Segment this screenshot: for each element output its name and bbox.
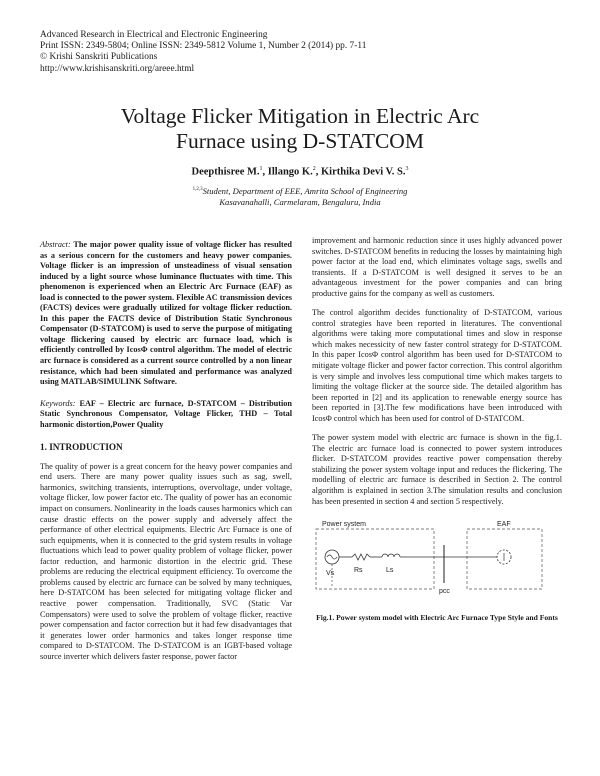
author-sup: 1 <box>259 166 263 172</box>
authors: Deepthisree M.$^1$, Illango K.$^2$, Kirthika Devi V. S.$^3$ <box>191 166 409 178</box>
author-name: Kirthika Devi V. S. <box>320 166 406 178</box>
journal-header <box>40 30 366 75</box>
label-vs: Vs <box>326 570 335 578</box>
affiliation-line-1: Student, Department of EEE, Amrita School of Engineering <box>202 185 408 196</box>
label-rs: Rs <box>354 567 363 575</box>
figure-power-system-model <box>312 517 562 609</box>
section-heading-introduction: 1. INTRODUCTION <box>40 442 123 453</box>
circuit-diagram <box>312 517 562 609</box>
label-pcc: pcc <box>439 588 450 596</box>
author-sup: 3 <box>405 166 409 172</box>
abstract-text: The major power quality issue of voltage flicker has resulted as a serious concern for the customers and heavy power companies. Voltage flicker is an impression of unsteadiness of visual sensation induced by a light source whose luminance fluctuates with time. This phenomenon is experienced when an Electric Arc Furnace (EAF) as load is connected to the power system. Flexible AC transmission devices (FACTS) devices were gradually utilized for voltage flicker reduction. In this paper the FACTS device of Distribution Static Synchronous Compensator (D-STATCOM) is used to serve the purpose of mitigating voltage flickering caused by electric arc furnace load, which is efficiently controlled by IcosΦ control algorithm. The model of electric arc furnace is considered as a current source controlled by a non linear resistance, which had been simulated and performance was analyzed using MATLAB/SIMULINK Software. <box>40 240 292 387</box>
sine-wave-icon <box>327 555 337 559</box>
inductor-icon <box>382 554 400 557</box>
left-column <box>40 240 292 662</box>
affiliation-sup: 1,2,3 <box>192 187 203 192</box>
keywords-label: Keywords: <box>40 398 76 408</box>
figure-caption: Fig.1. Power system model with Electric Arc Furnace Type Style and Fonts <box>316 613 558 623</box>
resistor-icon <box>352 554 370 560</box>
body-paragraph: The power system model with electric arc furnace is shown in the fig.1. The electric arc furnace load is connected to power system introduces flicker. D-STATCOM provides reactive power compensation thereby stabilizing the power system voltage input and reduces the flickering. The modelling of electric arc furnace is described in Section 2. The control algorithm is explained in section 3.The simulation results and conclusion has been presented in section 4 and section 5 respectively. <box>312 433 562 506</box>
title-line-2: Furnace using D-STATCOM <box>176 129 424 153</box>
journal-copyright: © Krishi Sanskriti Publications <box>40 52 158 63</box>
intro-paragraph: The quality of power is a great concern for the heavy power companies and end users. There are many power quality issues such as sag, swell, harmonics, switching transients, interruptions, overvoltage, under voltage, voltage flicker, low power factor etc. The quality of power has an economic impact on consumers. Nonlinearity in the loads causes harmonics which can cause drastic effects on the power supply and adversely affect the performance of other electrical equipments. Electric Arc Furnace is one of such equipments, when it is connected to the grid system results in voltage fluctuations which lead to power quality problem of voltage flicker, power factor reduction, and harmonic distortion in the electric grid. These problems are reducing the electrical equipment efficiency. To overcome the problems caused by electric arc furnace can be solved by many techniques, here D-STATCOM has been selected for mitigating voltage flicker and reactive power compensation. Traditionally, SVC (Static Var Compensators) were used to solve the problem of voltage flicker, reactive power compensation and factor correction but it had few disadvantages that it generates lower order harmonics and takes longer response time compared to D-STATCOM. The D-STATCOM is an IGBT-based voltage source inverter which delivers faster response, power factor <box>40 461 292 661</box>
paper-title <box>40 104 560 154</box>
author-sup: 2 <box>312 166 316 172</box>
right-column <box>312 236 562 623</box>
keywords <box>40 399 292 431</box>
journal-issn: Print ISSN: 2349-5804; Online ISSN: 2349-5812 Volume 1, Number 2 (2014) pp. 7-11 <box>40 41 367 52</box>
author-name: Illango K. <box>267 166 313 178</box>
affiliation <box>40 184 560 208</box>
journal-url: http://www.krishisanskriti.org/areee.html <box>40 63 195 74</box>
label-power-system: Power system <box>322 521 366 529</box>
author-name: Deepthisree M. <box>191 166 260 178</box>
title-line-1: Voltage Flicker Mitigation in Electric Arc <box>120 104 480 128</box>
keywords-text: EAF – Electric arc furnace, D-STATCOM – Distribution Static Synchronous Compensator, Voltage Flicker, THD – Total harmonic distortion,Power Quality <box>40 398 293 429</box>
eaf-box <box>467 529 542 589</box>
body-paragraph: improvement and harmonic reduction since it uses highly advanced power switches. D-STATCOM benefits in reducing the losses by maintaining high power factor at the load end, which eliminates voltage sags, swells and transients. If a D-STATCOM is well designed it serves to be an advantageous investment for the power companies and can bring productive gains for the company as well as customers. <box>312 236 562 298</box>
affiliation-line-2: Kasavanahalli, Carmelaram, Bengaluru, India <box>219 196 381 207</box>
abstract-label: Abstract: <box>40 240 71 249</box>
journal-name: Advanced Research in Electrical and Electronic Engineering <box>40 30 268 40</box>
label-ls: Ls <box>386 567 394 575</box>
label-eaf: EAF <box>497 521 511 529</box>
abstract <box>40 240 292 388</box>
body-paragraph: The control algorithm decides functionality of D-STATCOM, various control strategies have been reported in literatures. The conventional algorithms were taking more computational times and slow in response which makes necessicity of new faster control strategy for D-STATCOM. In this paper IcosΦ control algorithm has been used for D-STATCOM to mitigate voltage flicker and power factor correction. This control algorithm is very simple and involves less computional time which makes targets to limiting the voltage flicker at the source side. The detailed algorithm has been reported in [2] and its application to renewable energy source has been reported in [3].The few modifications have been introduced with IcosΦ control which has been used for control of D-STATCOM. <box>312 308 562 423</box>
